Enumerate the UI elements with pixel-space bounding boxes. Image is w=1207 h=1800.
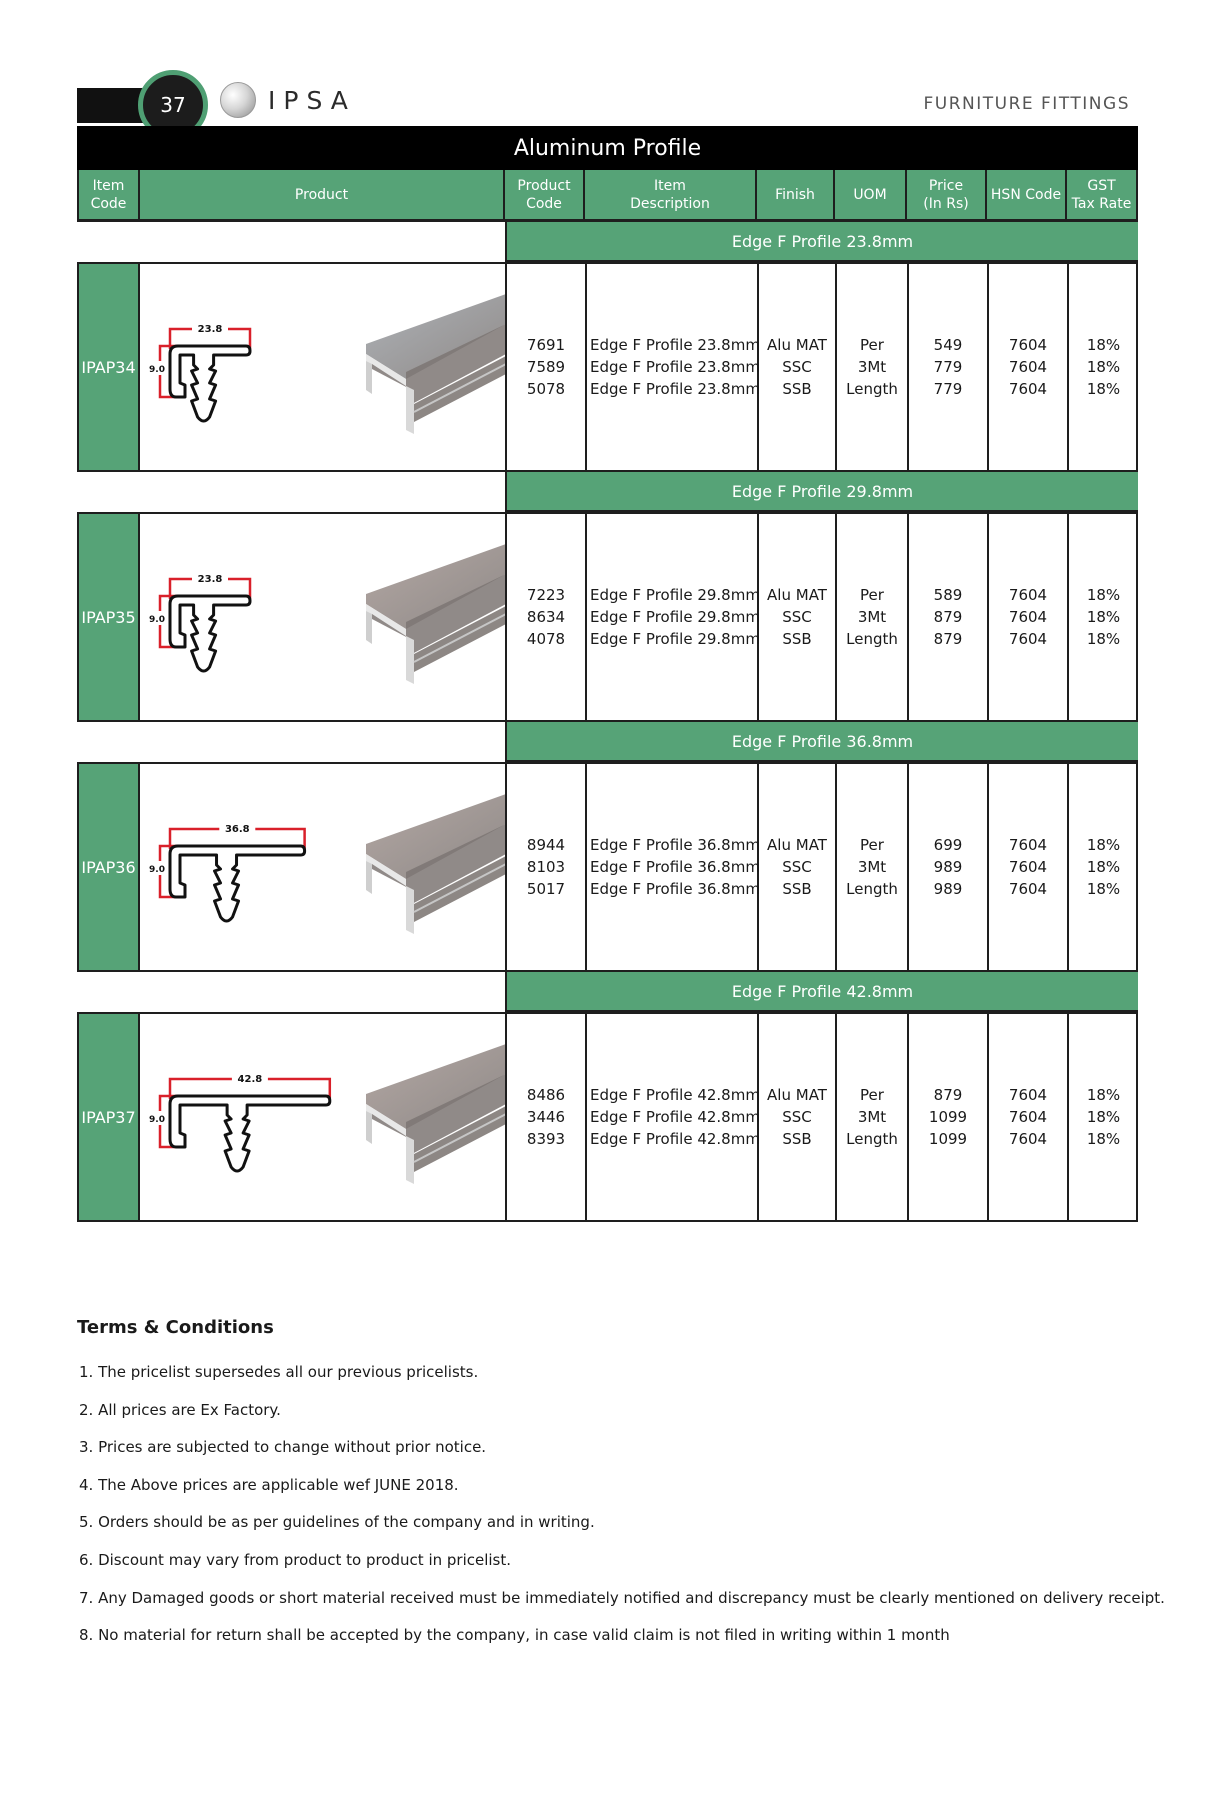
- profile-photo: [366, 794, 506, 944]
- hsn-code: 7604: [1008, 586, 1048, 604]
- price-cell: [909, 1014, 987, 1220]
- column-header-text: Product: [517, 177, 571, 194]
- terms-item: 6. Discount may vary from product to product in pricelist.: [79, 1551, 512, 1569]
- price-cell: [909, 264, 987, 470]
- ipsa-logo-globe-icon: [220, 82, 256, 118]
- terms-item: 8. No material for return shall be accepted by the company, in case valid claim is not filed in writing within 1 month: [79, 1626, 950, 1645]
- column-header-text: Product: [294, 186, 349, 203]
- uom: 3Mt: [857, 1108, 887, 1126]
- finish-cell: [759, 1014, 835, 1220]
- group-band: Edge F Profile 36.8mm: [505, 722, 1138, 762]
- finish: SSC: [782, 858, 812, 876]
- hsn-code: 7604: [1008, 608, 1048, 626]
- finish: SSB: [782, 380, 812, 398]
- column-header-text: GST: [1087, 177, 1116, 194]
- product-code: 7223: [526, 586, 566, 604]
- gst-rate-cell: [1069, 264, 1138, 470]
- hsn-code: 7604: [1008, 336, 1048, 354]
- finish: Alu MAT: [767, 836, 827, 854]
- uom-cell: [837, 514, 907, 720]
- finish: SSC: [782, 1108, 812, 1126]
- price: 589: [933, 586, 963, 604]
- finish-cell: [759, 764, 835, 970]
- product-images: [140, 264, 505, 470]
- price: 879: [933, 608, 963, 626]
- hsn-code: 7604: [1008, 630, 1048, 648]
- item-description-cell: [587, 264, 760, 470]
- column-header-text: Code: [90, 195, 127, 212]
- terms-item: 1. The pricelist supersedes all our previous pricelists.: [79, 1363, 479, 1381]
- section-title: FURNITURE FITTINGS: [923, 94, 1130, 114]
- gst-rate: 18%: [1086, 836, 1121, 854]
- item-description: Edge F Profile 42.8mm: [590, 1086, 760, 1104]
- gst-rate-cell: [1069, 514, 1138, 720]
- item-description-cell: [587, 764, 760, 970]
- column-header-item-description: [585, 170, 757, 222]
- product-code-cell: [507, 514, 585, 720]
- product-code: 8103: [526, 858, 566, 876]
- price: 779: [933, 380, 963, 398]
- finish-cell: [759, 514, 835, 720]
- terms-heading: Terms & Conditions: [77, 1317, 274, 1338]
- column-header-text: (In Rs): [923, 195, 969, 212]
- column-header-product-code: [505, 170, 585, 222]
- profile-photo: [366, 294, 506, 444]
- finish: Alu MAT: [767, 1086, 827, 1104]
- profile-photo-wrap: [366, 544, 506, 698]
- price: 779: [933, 358, 963, 376]
- column-header-hsn-code: [987, 170, 1067, 222]
- table-row: [77, 512, 1138, 722]
- gst-rate: 18%: [1086, 858, 1121, 876]
- column-header-price: [907, 170, 987, 222]
- width-dimension-label: 42.8: [237, 1074, 263, 1085]
- uom: Length: [846, 630, 898, 648]
- column-header-text: Tax Rate: [1071, 195, 1132, 212]
- brand-logo-text: IPSA: [268, 86, 356, 115]
- group-band: Edge F Profile 42.8mm: [505, 972, 1138, 1012]
- product-code-cell: [507, 764, 585, 970]
- gst-rate-cell: [1069, 1014, 1138, 1220]
- gst-rate: 18%: [1086, 380, 1121, 398]
- finish: SSB: [782, 630, 812, 648]
- gst-rate: 18%: [1086, 608, 1121, 626]
- height-dimension-label: 9.0: [149, 865, 165, 875]
- column-header-text: Description: [630, 195, 710, 212]
- column-header-text: Price: [928, 177, 964, 194]
- product-code: 5017: [526, 880, 566, 898]
- column-header-text: Item: [92, 177, 125, 194]
- item-code: IPAP35: [79, 514, 140, 720]
- price: 1099: [928, 1130, 968, 1148]
- product-code: 8393: [526, 1130, 566, 1148]
- item-description: Edge F Profile 42.8mm: [590, 1130, 760, 1148]
- table-row: [77, 762, 1138, 972]
- hsn-code: 7604: [1008, 1130, 1048, 1148]
- hsn-code-cell: [989, 1014, 1067, 1220]
- price: 549: [933, 336, 963, 354]
- page-number-bar: [77, 88, 147, 123]
- hsn-code-cell: [989, 264, 1067, 470]
- product-code: 4078: [526, 630, 566, 648]
- profile-photo-wrap: [366, 794, 506, 948]
- product-code-cell: [507, 1014, 585, 1220]
- height-dimension-label: 9.0: [149, 365, 165, 375]
- width-dimension-label: 36.8: [224, 824, 250, 835]
- column-header-text: Item: [654, 177, 686, 194]
- finish: SSB: [782, 880, 812, 898]
- item-description: Edge F Profile 29.8mm: [590, 630, 760, 648]
- profile-photo: [366, 1044, 506, 1194]
- price: 699: [933, 836, 963, 854]
- item-description-cell: [587, 1014, 760, 1220]
- item-description: Edge F Profile 23.8mm: [590, 336, 760, 354]
- table-row: [77, 1012, 1138, 1222]
- page-number: 37: [160, 93, 186, 117]
- column-header-gst-tax-rate: [1067, 170, 1138, 222]
- uom-cell: [837, 264, 907, 470]
- item-description-cell: [587, 514, 760, 720]
- hsn-code-cell: [989, 764, 1067, 970]
- column-header-text: Finish: [775, 186, 815, 203]
- product-code: 8944: [526, 836, 566, 854]
- gst-rate: 18%: [1086, 630, 1121, 648]
- item-description: Edge F Profile 23.8mm: [590, 380, 760, 398]
- product-images: [140, 514, 505, 720]
- width-dimension-label: 23.8: [197, 574, 223, 585]
- hsn-code-cell: [989, 514, 1067, 720]
- uom: 3Mt: [857, 358, 887, 376]
- gst-rate: 18%: [1086, 358, 1121, 376]
- product-code: 8486: [526, 1086, 566, 1104]
- gst-rate: 18%: [1086, 880, 1121, 898]
- item-description: Edge F Profile 23.8mm: [590, 358, 760, 376]
- product-code: 7589: [526, 358, 566, 376]
- terms-item: 2. All prices are Ex Factory.: [79, 1400, 281, 1419]
- item-code: IPAP36: [79, 764, 140, 970]
- uom-cell: [837, 1014, 907, 1220]
- item-code: IPAP34: [79, 264, 140, 470]
- hsn-code: 7604: [1008, 880, 1048, 898]
- uom-cell: [837, 764, 907, 970]
- price: 879: [933, 1086, 963, 1104]
- uom: 3Mt: [857, 858, 887, 876]
- hsn-code: 7604: [1008, 380, 1048, 398]
- column-header-product: [140, 170, 505, 222]
- uom: 3Mt: [857, 608, 887, 626]
- price: 879: [933, 630, 963, 648]
- uom: Length: [846, 1130, 898, 1148]
- finish: SSC: [782, 608, 812, 626]
- finish: SSC: [782, 358, 812, 376]
- price: 1099: [928, 1108, 968, 1126]
- item-code: IPAP37: [79, 1014, 140, 1220]
- hsn-code: 7604: [1008, 358, 1048, 376]
- profile-photo-wrap: [366, 1044, 506, 1198]
- finish-cell: [759, 264, 835, 470]
- height-dimension-label: 9.0: [149, 1115, 165, 1125]
- terms-item: 5. Orders should be as per guidelines of the company and in writing.: [79, 1513, 595, 1532]
- hsn-code: 7604: [1008, 858, 1048, 876]
- product-code: 3446: [526, 1108, 566, 1126]
- hsn-code: 7604: [1008, 1086, 1048, 1104]
- product-images: [140, 1014, 505, 1220]
- profile-photo-wrap: [366, 294, 506, 448]
- terms-item: 7. Any Damaged goods or short material received must be immediately notified and discrepancy must be clearly mentioned on delivery receipt.: [79, 1588, 1165, 1607]
- height-dimension-label: 9.0: [149, 615, 165, 625]
- gst-rate: 18%: [1086, 1130, 1121, 1148]
- terms-item: 3. Prices are subjected to change without prior notice.: [79, 1438, 487, 1457]
- price-cell: [909, 514, 987, 720]
- column-header-text: HSN Code: [990, 186, 1062, 203]
- price: 989: [933, 880, 963, 898]
- uom: Length: [846, 380, 898, 398]
- group-band: Edge F Profile 29.8mm: [505, 472, 1138, 512]
- uom: Per: [860, 836, 884, 854]
- price-cell: [909, 764, 987, 970]
- uom: Per: [860, 586, 884, 604]
- product-code: 5078: [526, 380, 566, 398]
- finish: SSB: [782, 1130, 812, 1148]
- column-header-text: Code: [526, 195, 562, 212]
- profile-outline: [170, 346, 250, 421]
- table-row: [77, 262, 1138, 472]
- finish: Alu MAT: [767, 336, 827, 354]
- finish: Alu MAT: [767, 586, 827, 604]
- profile-outline: [170, 846, 305, 921]
- uom: Length: [846, 880, 898, 898]
- gst-rate: 18%: [1086, 1108, 1121, 1126]
- group-band: Edge F Profile 23.8mm: [505, 222, 1138, 262]
- item-description: Edge F Profile 36.8mm: [590, 880, 760, 898]
- hsn-code: 7604: [1008, 1108, 1048, 1126]
- profile-outline: [170, 1096, 330, 1171]
- column-header-finish: [757, 170, 835, 222]
- column-header-item-code: [77, 170, 140, 222]
- product-code: 7691: [526, 336, 566, 354]
- hsn-code: 7604: [1008, 836, 1048, 854]
- terms-item: 4. The Above prices are applicable wef JUNE 2018.: [79, 1475, 459, 1494]
- item-description: Edge F Profile 36.8mm: [590, 836, 760, 854]
- item-description: Edge F Profile 36.8mm: [590, 858, 760, 876]
- gst-rate-cell: [1069, 764, 1138, 970]
- product-images: [140, 764, 505, 970]
- price: 989: [933, 858, 963, 876]
- width-dimension-label: 23.8: [197, 324, 223, 335]
- column-header-uom: [835, 170, 907, 222]
- item-description: Edge F Profile 29.8mm: [590, 586, 760, 604]
- item-description: Edge F Profile 29.8mm: [590, 608, 760, 626]
- uom: Per: [860, 336, 884, 354]
- profile-outline: [170, 596, 250, 671]
- profile-photo: [366, 544, 506, 694]
- product-code-cell: [507, 264, 585, 470]
- table-title: Aluminum Profile: [77, 126, 1138, 170]
- item-description: Edge F Profile 42.8mm: [590, 1108, 760, 1126]
- uom: Per: [860, 1086, 884, 1104]
- gst-rate: 18%: [1086, 336, 1121, 354]
- gst-rate: 18%: [1086, 1086, 1121, 1104]
- column-header-text: UOM: [853, 186, 887, 203]
- gst-rate: 18%: [1086, 586, 1121, 604]
- product-code: 8634: [526, 608, 566, 626]
